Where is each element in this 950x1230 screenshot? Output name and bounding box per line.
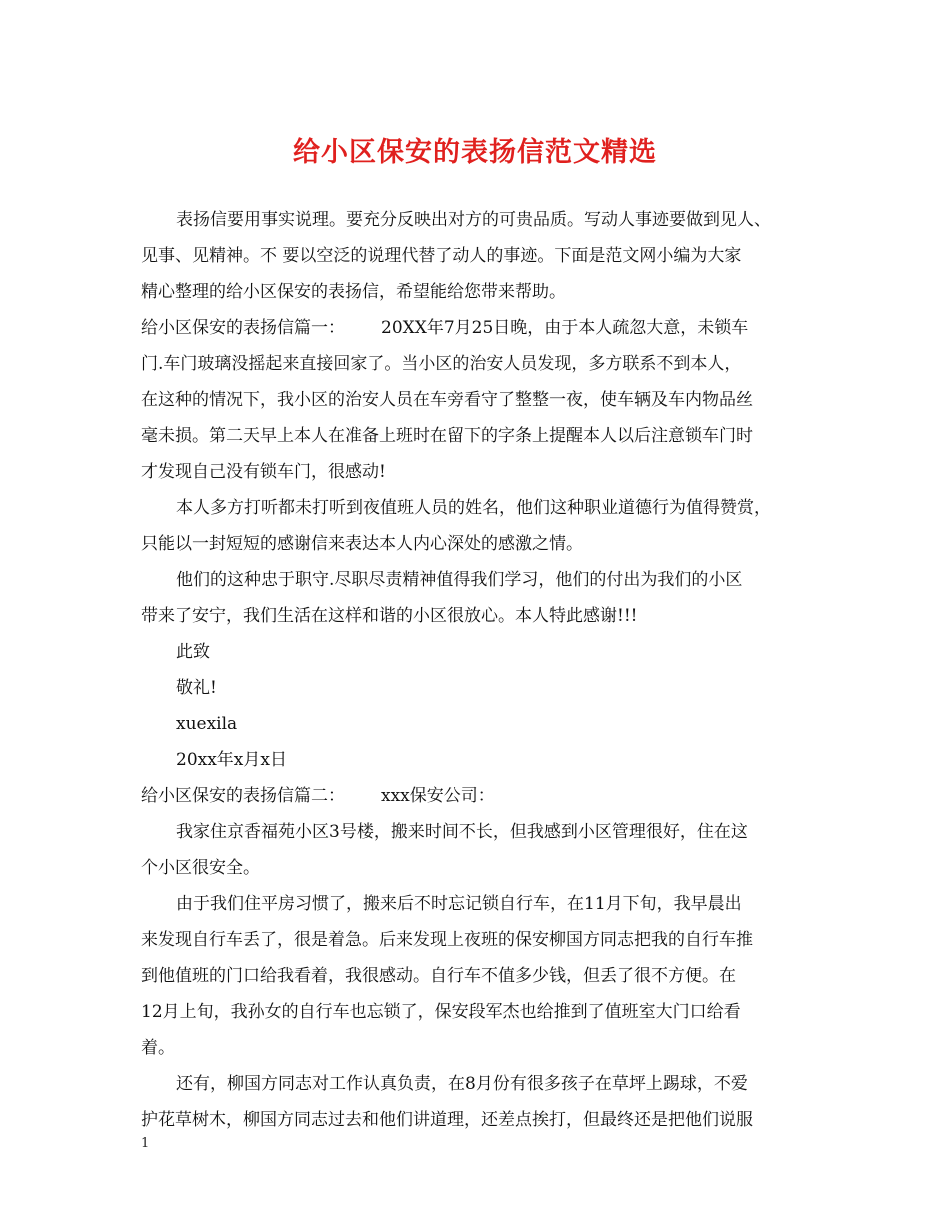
body-text: 20XX年7月25日晚，由于本人疏忽大意，未锁车 (381, 318, 749, 338)
section-heading: 给小区保安的表扬信篇一： (141, 318, 345, 338)
section-heading: 给小区保安的表扬信篇二： (141, 786, 345, 806)
body-line: 毫未损。第二天早上本人在准备上班时在留下的字条上提醒本人以后注意锁车门时 (141, 426, 753, 446)
body-line: 来发现自行车丢了，很是着急。后来发现上夜班的保安柳国方同志把我的自行车推 (141, 930, 753, 950)
closing-line: 敬礼! (176, 678, 217, 698)
closing-line: 此致 (176, 642, 210, 662)
body-line: 才发现自己没有锁车门，很感动! (141, 462, 386, 482)
body-line: 我家住京香福苑小区3号楼，搬来时间不长，但我感到小区管理很好，住在这 (176, 822, 748, 842)
body-line: 带来了安宁，我们生活在这样和谐的小区很放心。本人特此感谢!!! (141, 606, 638, 626)
section-heading-line (141, 317, 748, 339)
body-line: 表扬信要用事实说理。要充分反映出对方的可贵品质。写动人事迹要做到见人、 (176, 210, 771, 230)
signature-line: xuexila (176, 714, 238, 734)
body-line: 由于我们住平房习惯了，搬来后不时忘记锁自行车，在11月下旬，我早晨出 (176, 894, 742, 914)
body-line: 门.车门玻璃没摇起来直接回家了。当小区的治安人员发现，多方联系不到本人， (141, 354, 742, 374)
body-line: 个小区很安全。 (141, 858, 260, 878)
body-line: 护花草树木，柳国方同志过去和他们讲道理，还差点挨打，但最终还是把他们说服 (141, 1110, 753, 1130)
body-line: 只能以一封短短的感谢信来表达本人内心深处的感激之情。 (141, 534, 583, 554)
body-line: 他们的这种忠于职守.尽职尽责精神值得我们学习，他们的付出为我们的小区 (176, 570, 743, 590)
page-number: 1 (141, 1136, 150, 1151)
body-line: 着。 (141, 1038, 175, 1058)
section-heading-line (141, 785, 495, 807)
body-line: 12月上旬，我孙女的自行车也忘锁了，保安段军杰也给推到了值班室大门口给看 (141, 1002, 741, 1022)
body-line: 在这种的情况下，我小区的治安人员在车旁看守了整整一夜，使车辆及车内物品丝 (141, 390, 753, 410)
body-line: 见事、见精神。不 要以空泛的说理代替了动人的事迹。下面是范文网小编为大家 (141, 246, 742, 266)
body-text: xxx保安公司： (381, 786, 495, 806)
body-line: 到他值班的门口给我看着，我很感动。自行车不值多少钱，但丢了很不方便。在 (141, 966, 736, 986)
body-line: 本人多方打听都未打听到夜值班人员的姓名，他们这种职业道德行为值得赞赏， (176, 498, 771, 518)
document-title: 给小区保安的表扬信范文精选 (293, 137, 657, 168)
date-line: 20xx年x月x日 (176, 750, 287, 770)
body-line: 还有，柳国方同志对工作认真负责，在8月份有很多孩子在草坪上踢球，不爱 (176, 1074, 748, 1094)
body-line: 精心整理的给小区保安的表扬信，希望能给您带来帮助。 (141, 282, 566, 302)
